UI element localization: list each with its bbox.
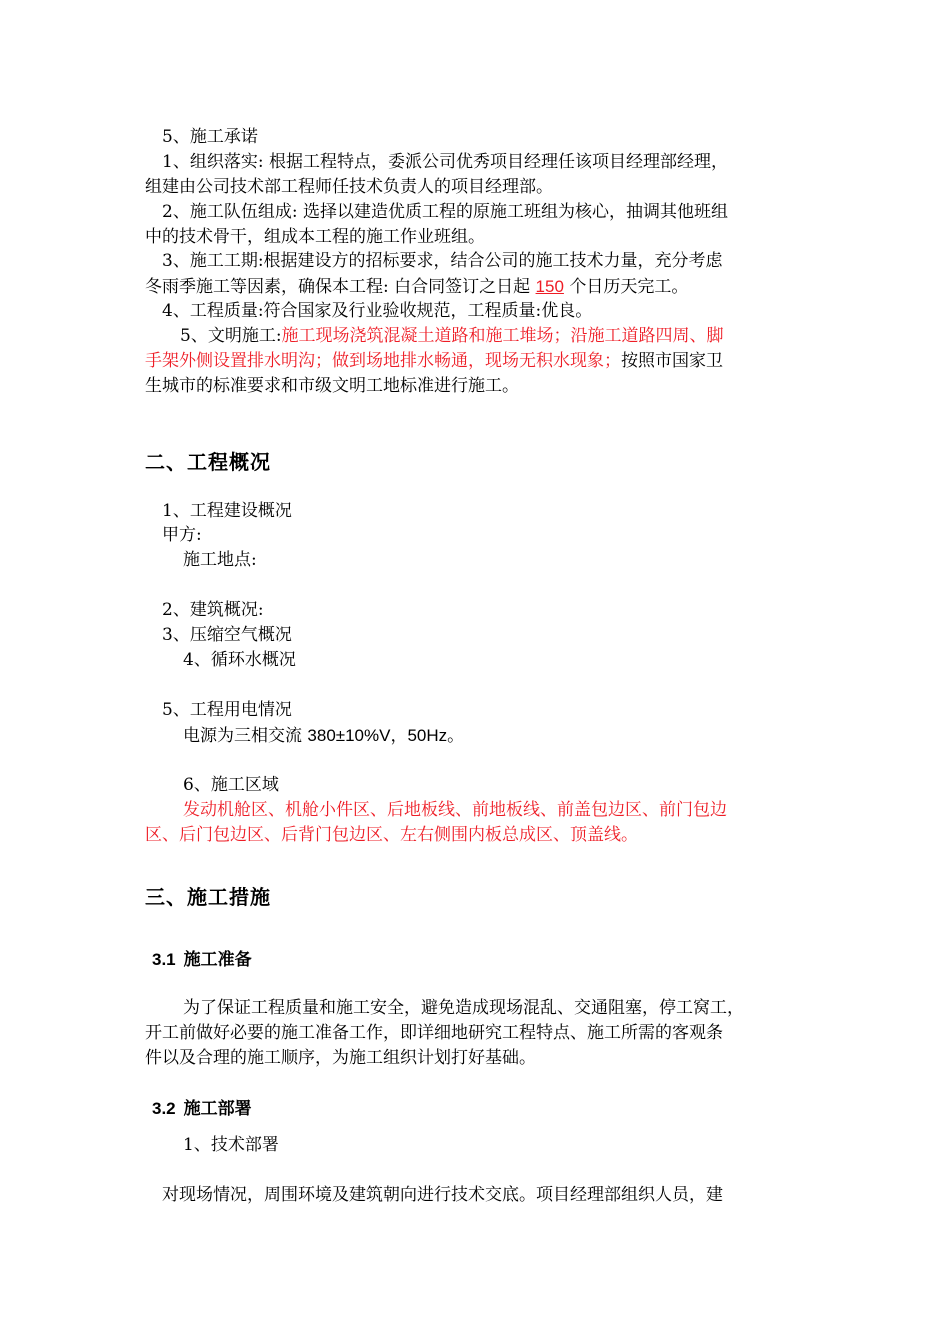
power-supply-text: 电源为三相交流 380±10%V，50Hz。 (183, 726, 465, 746)
section2-sub1: 1、工程建设概况 (162, 501, 292, 521)
commitment-item4: 4、工程质量:符合国家及行业验收规范，工程质量:优良。 (162, 301, 593, 321)
commitment-item3-line1: 3、施工工期:根据建设方的招标要求，结合公司的施工技术力量，充分考虑 (162, 251, 723, 271)
commitment-item5-line2: 手架外侧设置排水明沟；做到场地排水畅通，现场无积水现象；按照市国家卫 (145, 351, 723, 371)
areas-line1: 发动机舱区、机舱小件区、后地板线、前地板线、前盖包边区、前门包边 (183, 800, 727, 820)
commitment-item3-line2: 冬雨季施工等因素，确保本工程: 白合同签订之日起 150 个日历天完工。 (145, 277, 689, 297)
location-label: 施工地点: (183, 550, 257, 570)
section3-title: 三、施工措施 (145, 885, 271, 909)
commitment-item2-line1: 2、施工队伍组成: 选择以建造优质工程的原施工班组为核心，抽调其他班组 (162, 202, 728, 222)
section2-sub6: 6、施工区域 (183, 775, 279, 795)
commitment-item5-line1: 5、文明施工:施工现场浇筑混凝土道路和施工堆场；沿施工道路四周、脚 (180, 326, 724, 346)
tech-deployment-line1: 对现场情况，周围环境及建筑朝向进行技术交底。项目经理部组织人员，建 (162, 1185, 723, 1205)
preparation-line1: 为了保证工程质量和施工安全，避免造成现场混乱、交通阻塞，停工窝工， (183, 998, 744, 1018)
duration-days: 150 (535, 277, 564, 296)
commitment-item2-line2: 中的技术骨干，组成本工程的施工作业班组。 (145, 227, 485, 247)
section2-title: 二、工程概况 (145, 450, 271, 474)
section2-sub4: 4、循环水概况 (183, 650, 296, 670)
section-3-2-heading: 3.2 施工部署 (152, 1099, 252, 1119)
tech-deployment-heading: 1、技术部署 (183, 1135, 279, 1155)
commitment-heading: 5、施工承诺 (162, 127, 258, 147)
commitment-item1-line2: 组建由公司技术部工程师任技术负责人的项目经理部。 (145, 177, 553, 197)
power-supply-value: 380±10%V，50Hz (307, 726, 448, 745)
commitment-item5-line3: 生城市的标准要求和市级文明工地标准进行施工。 (145, 376, 519, 396)
party-a-label: 甲方: (162, 525, 202, 545)
areas-line2: 区、后门包边区、后背门包边区、左右侧围内板总成区、顶盖线。 (145, 825, 638, 845)
section2-sub5: 5、工程用电情况 (162, 700, 292, 720)
commitment-item1-line1: 1、组织落实: 根据工程特点，委派公司优秀项目经理任该项目经理部经理， (162, 152, 728, 172)
section2-sub2: 2、建筑概况: (162, 600, 264, 620)
preparation-line3: 件以及合理的施工顺序，为施工组织计划打好基础。 (145, 1048, 536, 1068)
preparation-line2: 开工前做好必要的施工准备工作，即详细地研究工程特点、施工所需的客观条 (145, 1023, 723, 1043)
section2-sub3: 3、压缩空气概况 (162, 625, 292, 645)
section-3-1-heading: 3.1 施工准备 (152, 950, 252, 970)
